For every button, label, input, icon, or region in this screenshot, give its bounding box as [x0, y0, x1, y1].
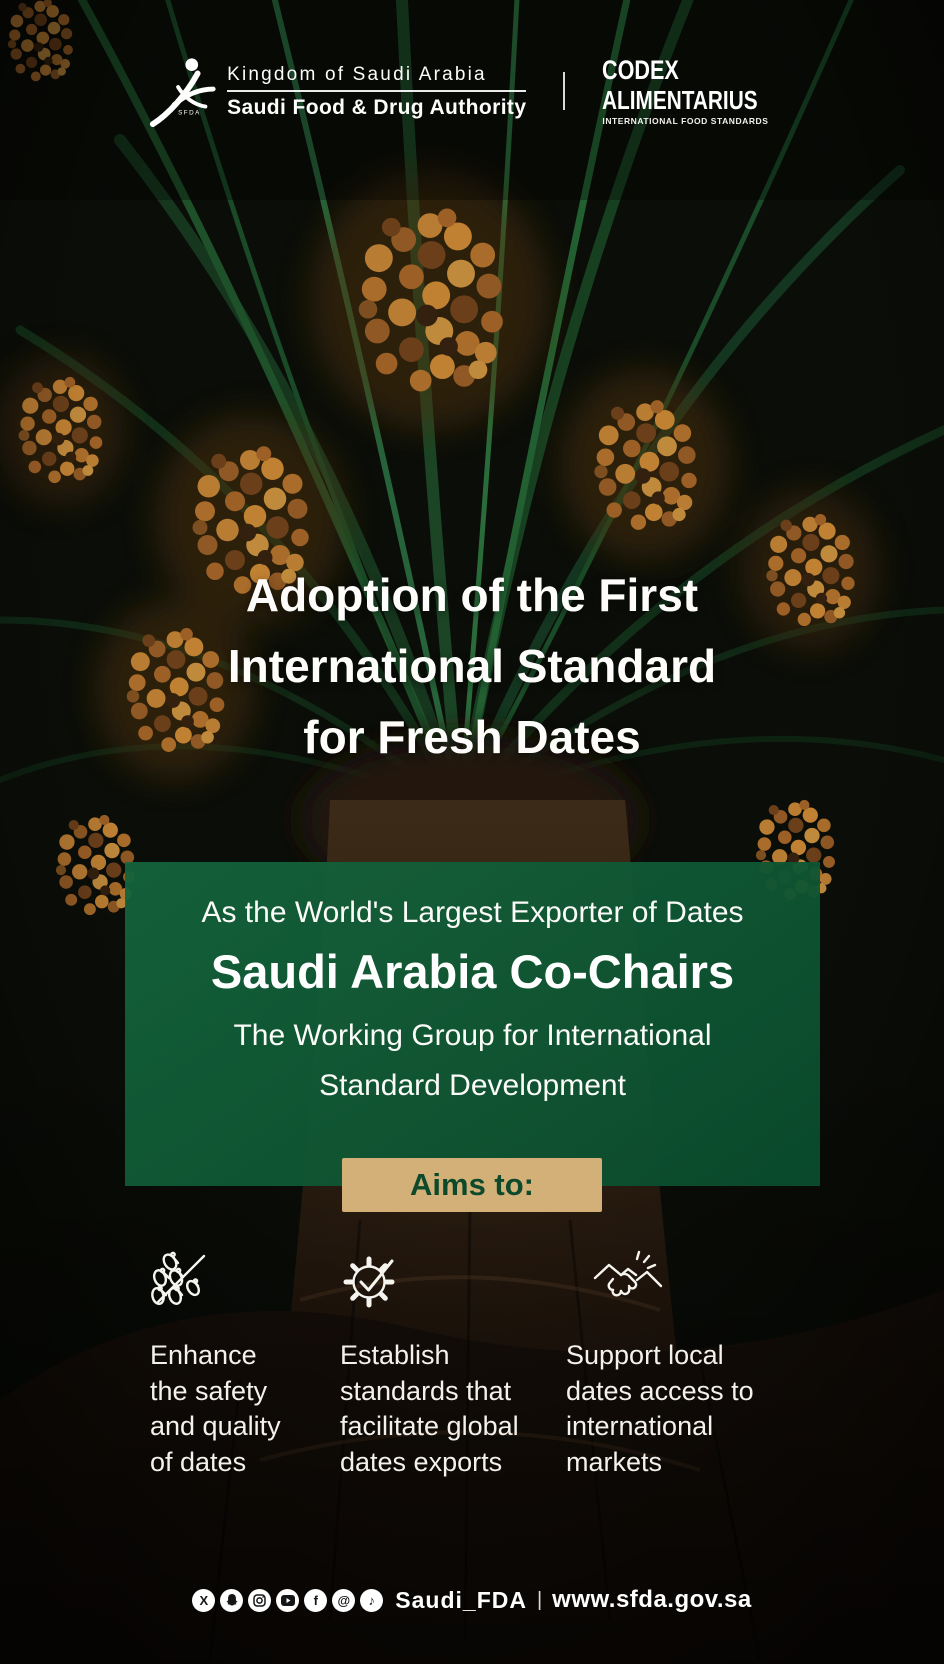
youtube-icon[interactable] [276, 1589, 299, 1612]
aims-columns [150, 1248, 800, 1480]
aim-text-line: the safety [150, 1375, 268, 1406]
aims-to-button [342, 1158, 602, 1212]
sfda-kingdom-text: Kingdom of Saudi Arabia [227, 63, 487, 85]
footer-separator: | [536, 1588, 543, 1611]
aim-text-line: Enhance [150, 1340, 257, 1370]
sfda-lockup [227, 65, 526, 118]
footer [0, 1586, 944, 1614]
panel-intro-text: As the World's Largest Exporter of Dates [201, 896, 744, 929]
x-icon[interactable] [192, 1589, 215, 1612]
tiktok-glyph: ♪ [368, 1592, 376, 1608]
title-line-2: International Standard [227, 640, 717, 692]
website-link[interactable]: www.sfda.gov.sa [552, 1586, 752, 1613]
aim-item-standards [340, 1248, 566, 1480]
aim-text-line: Support local [566, 1340, 724, 1370]
instagram-icon[interactable] [248, 1589, 271, 1612]
codex-title-text: CODEX [602, 54, 680, 85]
gear-check-icon [340, 1248, 566, 1338]
aim-text-line: markets [566, 1446, 663, 1477]
aim-item-safety [150, 1248, 340, 1480]
header-vertical-divider [563, 72, 565, 110]
aim-text-line: dates exports [340, 1446, 503, 1477]
panel-detail-text-1: The Working Group for International [233, 1019, 712, 1052]
aim-text-line: and quality [150, 1411, 281, 1441]
social-handle: Saudi_FDA [395, 1586, 527, 1613]
aim-text-line: dates access to [566, 1375, 754, 1406]
aim-text-line: of dates [150, 1446, 247, 1477]
codex-lockup [602, 54, 797, 126]
panel-headline-text: Saudi Arabia Co-Chairs [210, 945, 735, 998]
codex-subtitle-text: ALIMENTARIUS [602, 84, 759, 115]
facebook-glyph: f [313, 1592, 318, 1608]
tiktok-icon[interactable] [360, 1589, 383, 1612]
threads-glyph: @ [337, 1592, 351, 1608]
aims-to-label: Aims to: [410, 1167, 534, 1202]
handshake-icon [566, 1248, 800, 1338]
social-icons [192, 1589, 383, 1612]
aim-text-line: standards that [340, 1375, 512, 1406]
snapchat-icon[interactable] [220, 1589, 243, 1612]
facebook-icon[interactable] [304, 1589, 327, 1612]
page-title [0, 560, 944, 773]
dates-branch-icon [150, 1248, 340, 1338]
sfda-authority-text: Saudi Food & Drug Authority [227, 95, 527, 119]
aim-item-markets [566, 1248, 800, 1480]
title-line-3: for Fresh Dates [303, 711, 641, 763]
sfda-logo-icon [147, 54, 219, 128]
x-glyph: X [199, 1592, 209, 1608]
threads-icon[interactable] [332, 1589, 355, 1612]
aim-text-line: international [566, 1411, 714, 1441]
sfda-divider-rule [227, 90, 526, 92]
aim-text-line: Establish [340, 1340, 450, 1370]
header [0, 54, 944, 128]
title-line-1: Adoption of the First [245, 569, 699, 621]
sfda-acronym: SFDA [178, 109, 201, 117]
aim-text-line: facilitate global [340, 1411, 519, 1441]
codex-tagline-text: INTERNATIONAL FOOD STANDARDS [602, 115, 769, 126]
panel-detail-text-2: Standard Development [319, 1069, 626, 1102]
highlight-panel [125, 862, 820, 1186]
